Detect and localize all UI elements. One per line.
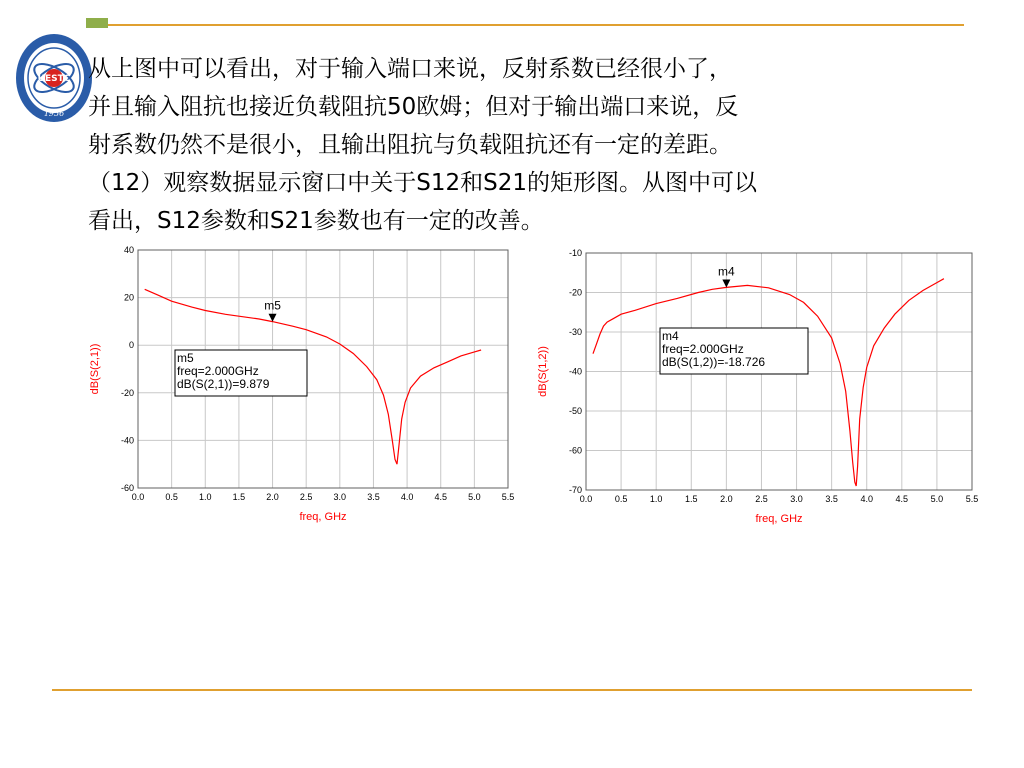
x-axis-label: freq, GHz [755,513,803,525]
text-line: 看出，S12参数和S21参数也有一定的改善。 [88,208,544,234]
marker-readout-line: m4 [662,329,679,343]
uestc-logo [14,30,94,126]
logo-year: 1956 [43,109,65,118]
x-tick-label: 2.5 [755,494,768,504]
marker-readout-line: dB(S(2,1))=9.879 [177,377,270,391]
text-line: 并且输入阻抗也接近负载阻抗50欧姆；但对于输出端口来说，反 [88,94,739,120]
y-axis-label: dB(S(2,1)) [89,343,101,395]
top-divider [86,24,964,26]
x-tick-label: 4.5 [434,492,447,502]
y-tick-label: 40 [123,245,134,255]
x-tick-label: 0.0 [131,492,145,502]
accent-bar [86,18,108,28]
x-tick-label: 4.0 [400,492,414,502]
bottom-divider [52,689,972,691]
x-tick-label: 4.5 [895,494,909,504]
y-axis-label: dB(S(1,2)) [537,346,549,397]
marker-name: m4 [718,264,735,279]
x-tick-label: 3.0 [333,492,347,502]
x-tick-label: 2.0 [266,492,279,502]
y-tick-label: 0 [128,340,134,351]
marker-readout-line: m5 [177,351,194,365]
marker-readout-line: dB(S(1,2))=-18.726 [662,355,766,369]
y-tick-label: -20 [568,287,582,298]
x-tick-label: 1.0 [649,494,663,504]
y-tick-label: -60 [568,445,582,456]
x-tick-label: 3.5 [367,492,380,502]
marker-readout-line: freq=2.000GHz [177,364,259,378]
y-tick-label: -10 [568,248,582,258]
text-line: （12）观察数据显示窗口中关于S12和S21的矩形图。从图中可以 [88,170,757,196]
logo-text: UESTC [37,74,71,84]
s12-chart [530,246,990,546]
y-tick-label: -20 [120,387,134,398]
x-tick-label: 5.5 [501,492,515,502]
y-tick-label: 20 [123,292,134,303]
x-tick-label: 4.0 [860,494,873,504]
x-tick-label: 0.5 [614,494,628,504]
marker-readout-line: freq=2.000GHz [662,342,744,356]
y-tick-label: -60 [120,483,134,493]
text-line: 射系数仍然不是很小，且输出阻抗与负载阻抗还有一定的差距。 [88,132,732,158]
x-tick-label: 3.5 [825,494,838,504]
s21-chart [80,242,520,542]
y-tick-label: -30 [568,327,582,337]
x-tick-label: 0.0 [579,494,593,504]
x-tick-label: 5.0 [930,494,944,504]
x-tick-label: 1.5 [685,494,698,504]
x-tick-label: 2.0 [720,494,733,504]
marker-name: m5 [264,298,281,313]
body-text [88,50,928,242]
x-tick-label: 1.5 [232,492,246,502]
x-tick-label: 5.5 [965,494,979,504]
y-tick-label: -40 [120,435,134,446]
x-tick-label: 2.5 [299,492,313,502]
x-tick-label: 1.0 [199,492,212,502]
x-axis-label: freq, GHz [299,511,347,523]
x-tick-label: 0.5 [165,492,178,502]
y-tick-label: -40 [568,366,582,377]
text-line: 从上图中可以看出，对于输入端口来说，反射系数已经很小了， [88,56,732,82]
x-tick-label: 5.0 [468,492,481,502]
x-tick-label: 3.0 [790,494,803,504]
y-tick-label: -50 [568,406,582,416]
y-tick-label: -70 [568,485,582,495]
